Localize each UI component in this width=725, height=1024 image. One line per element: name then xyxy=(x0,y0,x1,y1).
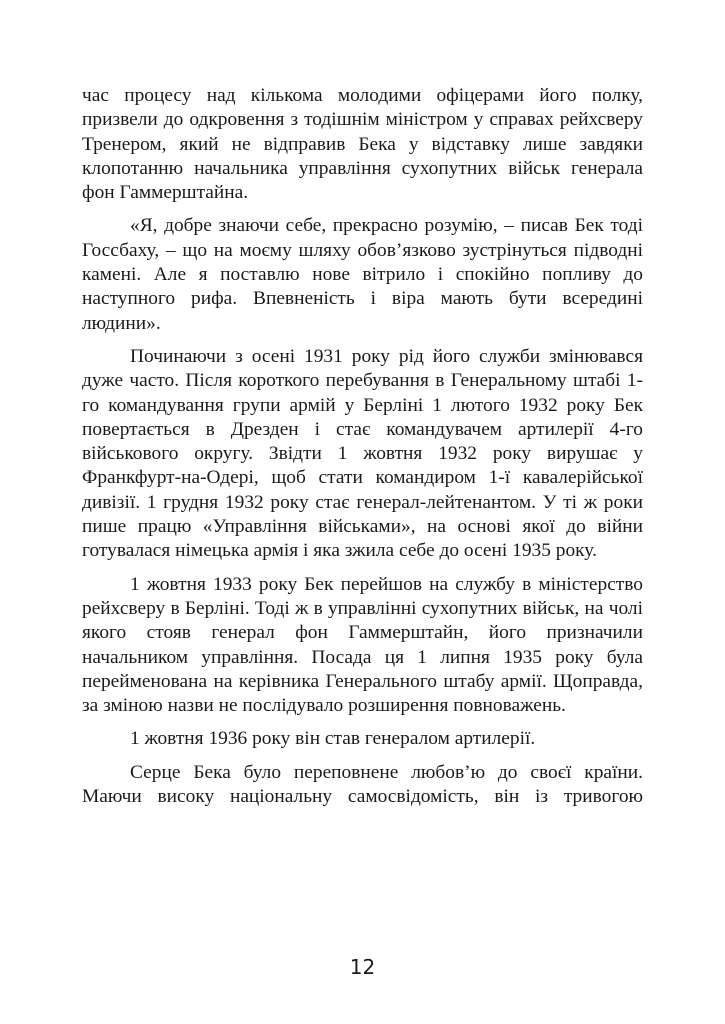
paragraph-5: 1 жовтня 1936 року він став генералом артилерії. xyxy=(130,728,536,750)
paragraph-3: Починаючи з осені 1931 року рід його служби змінювався дуже часто. Після короткого перебування в Генеральному штабі 1-го командування групи армій у Берліні 1 лютого 1932 року Бек повертається в Дрезден і стає командувачем артилерії 4-го військового округу. Звідти 1 жовтня 1932 року вирушає у Франкфурт-на-Одері, щоб стати командиром 1-ї кавалерійської дивізії. 1 грудня 1932 року стає генерал-лейтенантом. У ті ж роки пише працю «Управління військами», на основі якої до війни готувалася німецька армія і яка зжила себе до осені 1935 року. xyxy=(82,345,643,562)
paragraph-4: 1 жовтня 1933 року Бек перейшов на службу в міністерство рейхсверу в Берліні. Тоді ж в управлінні сухопутних військ, на чолі якого стояв генерал фон Гаммерштайн, його призначили начальником управління. Посада ця 1 липня 1935 року була перейменована на керівника Генерального штабу армії. Щоправда, за зміною назви не послідувало розширення повноважень. xyxy=(82,573,643,717)
page-number: 12 xyxy=(349,955,376,979)
paragraph-1: час процесу над кількома молодими офіцерами його полку, призвели до одкровення з тодішнім міністром у справах рейхсверу Тренером, який не відправив Бека у відставку лише завдяки клопотанню начальника управління сухопутних військ генерала фон Гаммерштайна. xyxy=(82,85,643,204)
page-body xyxy=(82,84,643,818)
paragraph-6: Серце Бека було переповнене любов’ю до своєї країни. Маючи високу національну самосвідомість, він із тривогою xyxy=(82,761,643,808)
paragraph-2: «Я, добре знаючи себе, прекрасно розумію, – писав Бек тоді Госсбаху, – що на моєму шляху обов’язково зустрінуться підводні камені. Але я поставлю нове вітрило і спокійно попливу до наступного рифа. Впевненість і віра мають бути всередині людини». xyxy=(82,215,643,334)
